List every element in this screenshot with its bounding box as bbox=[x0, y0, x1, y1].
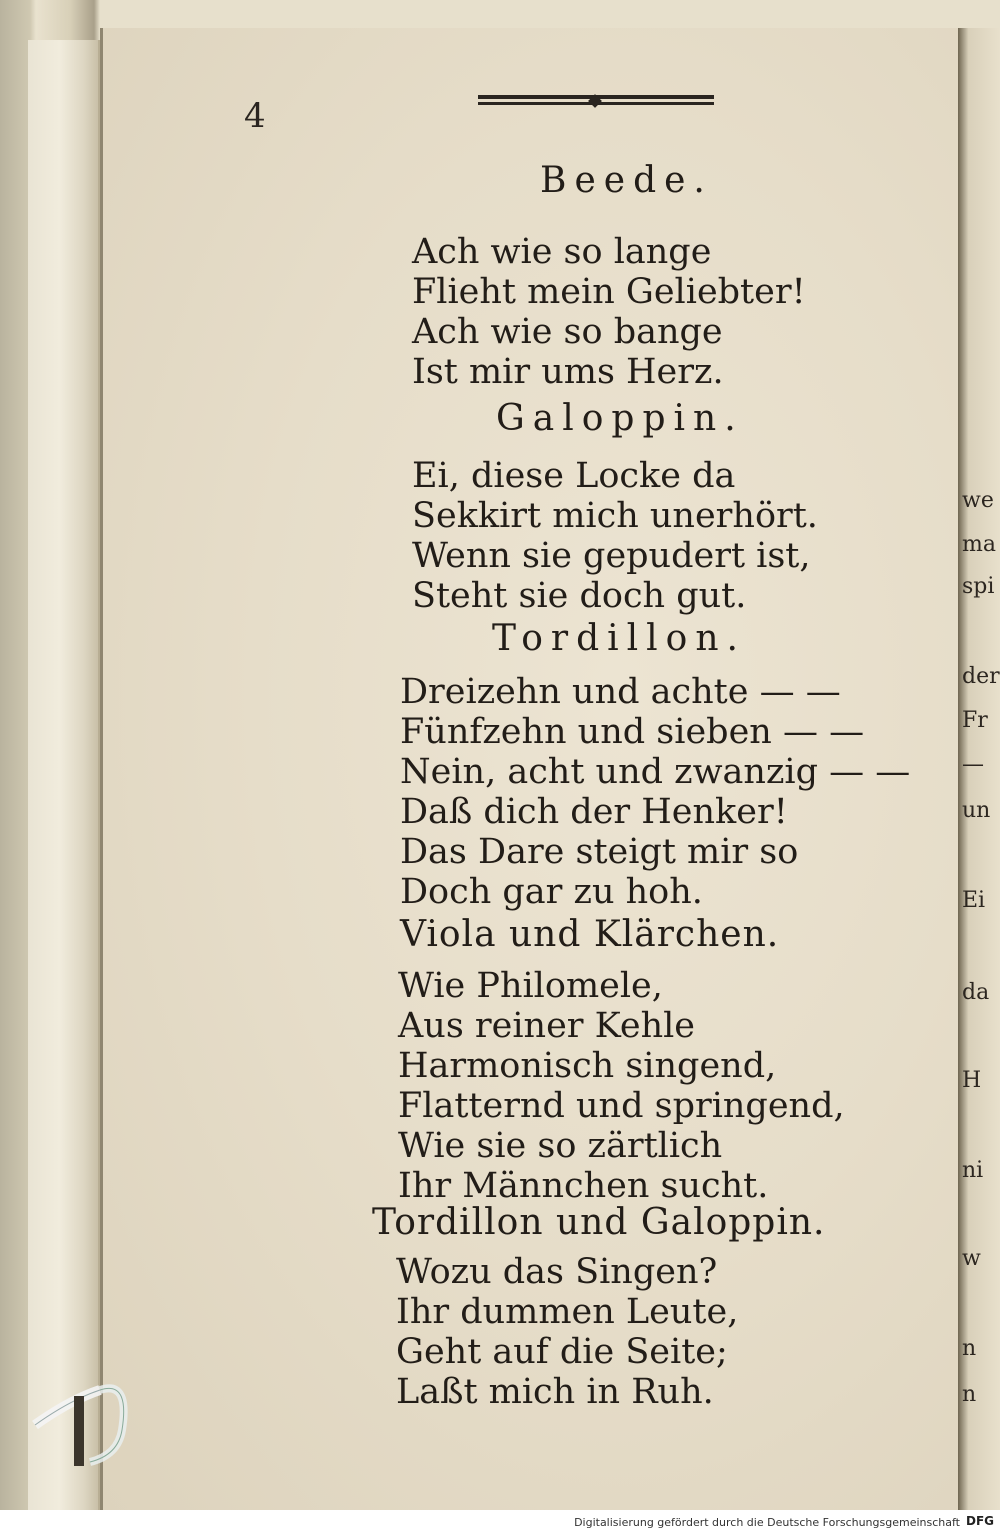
facing-page-fragment: w bbox=[962, 1246, 981, 1271]
verse-block bbox=[412, 456, 818, 616]
facing-page-fragment: da bbox=[962, 980, 990, 1005]
verse-line: Nein, acht und zwanzig — — bbox=[400, 752, 911, 792]
verse-line: Fünfzehn und sieben — — bbox=[400, 712, 865, 752]
verse-line: Harmonisch singend, bbox=[398, 1046, 777, 1086]
dfg-logo: DFG bbox=[965, 1514, 994, 1528]
verse-block bbox=[412, 232, 806, 392]
verse-line: Daß dich der Henker! bbox=[400, 792, 788, 832]
verse-line: Ach wie so bange bbox=[412, 312, 723, 352]
facing-page-fragment: n bbox=[962, 1336, 977, 1361]
verse-line: Flieht mein Geliebter! bbox=[412, 272, 806, 312]
verse-line: Dreizehn und achte — — bbox=[400, 672, 841, 712]
verse-line: Ach wie so lange bbox=[412, 232, 712, 272]
verse-line: Ihr dummen Leute, bbox=[396, 1292, 739, 1332]
section-heading: Galoppin. bbox=[496, 398, 744, 439]
verse-line: Ihr Männchen sucht. bbox=[398, 1166, 769, 1206]
verse-line: Laßt mich in Ruh. bbox=[396, 1372, 714, 1412]
verse-line: Geht auf die Seite; bbox=[396, 1332, 728, 1372]
verse-line: Wozu das Singen? bbox=[396, 1252, 718, 1292]
verse-block bbox=[400, 672, 910, 912]
facing-page-fragment: Ei bbox=[962, 888, 986, 913]
verse-block bbox=[398, 966, 845, 1206]
facing-page-fragment: H bbox=[962, 1068, 982, 1093]
facing-page-fragment: Fr bbox=[962, 708, 988, 733]
verse-line: Wie sie so zärtlich bbox=[398, 1126, 723, 1166]
book-page-edges bbox=[28, 40, 100, 1510]
section-heading: Tordillon. bbox=[492, 618, 746, 659]
section-heading: Tordillon und Galoppin. bbox=[372, 1202, 826, 1243]
verse-line: Aus reiner Kehle bbox=[398, 1006, 696, 1046]
verse-line: Wie Philomele, bbox=[398, 966, 663, 1006]
facing-page-fragment: n bbox=[962, 1382, 977, 1407]
facing-page-fragment: un bbox=[962, 798, 991, 823]
facing-page-fragment: we bbox=[962, 488, 994, 513]
verse-block bbox=[396, 1252, 738, 1412]
section-heading: Viola und Klärchen. bbox=[400, 914, 780, 955]
footer-credit: Digitalisierung gefördert durch die Deutsche Forschungsgemeinschaft bbox=[574, 1516, 960, 1529]
verse-line: Das Dare steigt mir so bbox=[400, 832, 799, 872]
header-ornament-rule bbox=[478, 94, 714, 108]
verse-line: Ei, diese Locke da bbox=[412, 456, 736, 496]
verse-line: Flatternd und springend, bbox=[398, 1086, 845, 1126]
verse-line: Doch gar zu hoh. bbox=[400, 872, 703, 912]
facing-page-fragment: — bbox=[962, 752, 984, 777]
facing-page-fragment: ma bbox=[962, 532, 996, 557]
book-holder-clip bbox=[30, 1350, 140, 1470]
facing-page-fragment: der bbox=[962, 664, 1000, 689]
verse-line: Sekkirt mich unerhört. bbox=[412, 496, 818, 536]
facing-page-fragment: ni bbox=[962, 1158, 984, 1183]
page-number: 4 bbox=[244, 96, 266, 136]
verse-line: Ist mir ums Herz. bbox=[412, 352, 724, 392]
section-heading: Beede. bbox=[540, 160, 713, 201]
verse-line: Wenn sie gepudert ist, bbox=[412, 536, 811, 576]
verse-line: Steht sie doch gut. bbox=[412, 576, 747, 616]
facing-page-fragment: spi bbox=[962, 574, 995, 599]
footer-bar bbox=[0, 1510, 1000, 1536]
